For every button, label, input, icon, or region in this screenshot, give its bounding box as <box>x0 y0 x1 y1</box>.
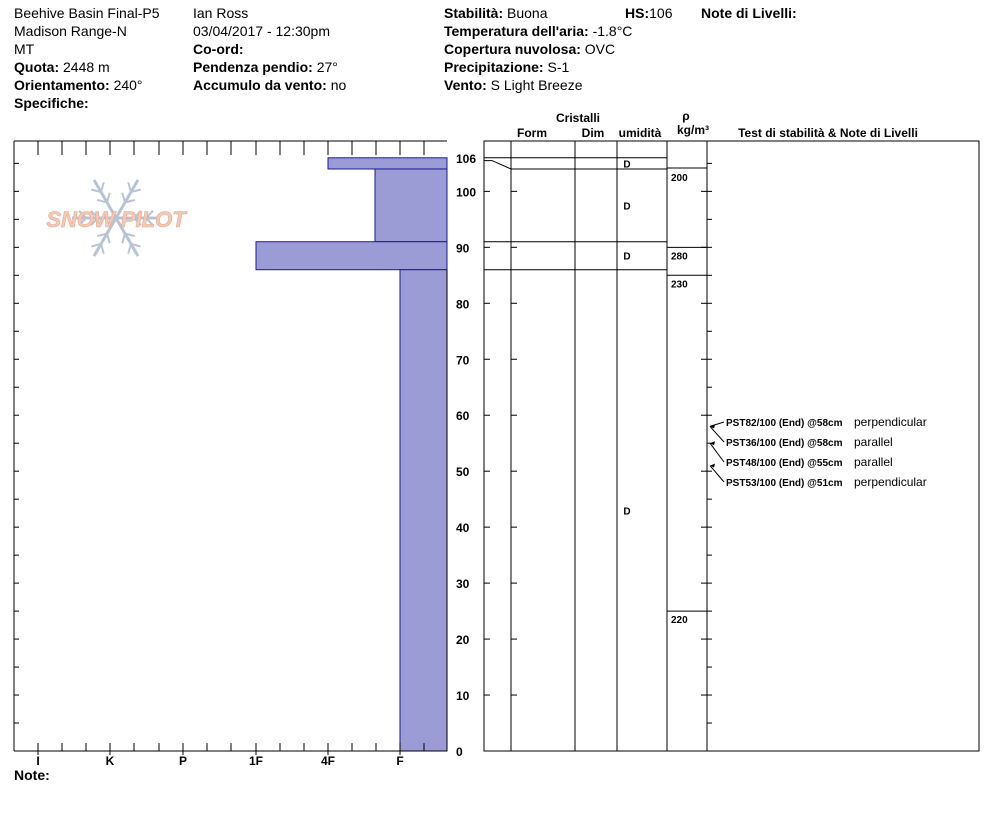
wind-value: S Light Breeze <box>490 77 583 93</box>
density-value: 280 <box>671 251 688 263</box>
y-tick-label: 40 <box>456 521 470 536</box>
y-tick-label: 20 <box>456 633 470 648</box>
y-tick-label: 0 <box>456 745 463 759</box>
logo-flake-branch <box>122 234 125 244</box>
test-result: PST48/100 (End) @55cm <box>726 458 843 469</box>
test-note: parallel <box>854 435 893 449</box>
specifics-label: Specifiche: <box>14 95 89 111</box>
header-tests-notes: Test di stabilità & Note di Livelli <box>738 126 918 140</box>
header-datetime: 03/04/2017 - 12:30pm <box>193 23 330 39</box>
header-form: Form <box>517 126 547 140</box>
y-tick-label: 106 <box>456 151 477 166</box>
header-range: Madison Range-N <box>14 23 127 39</box>
hardness-label: I <box>36 754 40 768</box>
moisture-value: D <box>623 159 631 171</box>
hardness-bar <box>256 242 447 270</box>
hardness-bar <box>375 169 447 242</box>
logo-flake-branch <box>122 193 125 203</box>
logo-flake-branch <box>101 244 104 254</box>
precip-label: Precipitazione: <box>444 59 544 75</box>
cloud-value: OVC <box>584 41 616 57</box>
slope-value: 27° <box>316 59 338 75</box>
hardness-bar <box>328 158 447 169</box>
density-value: 230 <box>671 279 688 291</box>
elevation-value: 2448 m <box>63 59 110 75</box>
hardness-label: F <box>396 754 404 768</box>
test-note: perpendicular <box>854 475 927 489</box>
precip-value: S-1 <box>547 59 570 75</box>
hardness-label: P <box>178 754 188 768</box>
notes-label: Note: <box>14 767 50 783</box>
logo-flake-branch <box>128 182 131 192</box>
test-pointer <box>710 466 724 482</box>
logo-flake-branch <box>107 193 110 203</box>
aspect-value: 240° <box>113 77 143 93</box>
test-pointer <box>710 426 724 442</box>
test-note: parallel <box>854 455 893 469</box>
density-value: 220 <box>671 615 688 627</box>
hardness-label: 1F <box>248 754 264 768</box>
y-tick-label: 100 <box>456 185 477 200</box>
cloud-label: Copertura nuvolosa: <box>444 41 581 57</box>
test-note: perpendicular <box>854 415 927 429</box>
hs-label: HS: <box>625 5 650 21</box>
y-tick-label: 80 <box>456 297 470 312</box>
wind-loading-label: Accumulo da vento: <box>193 77 327 93</box>
wind-label: Vento: <box>444 77 487 93</box>
y-tick-label: 90 <box>456 241 470 256</box>
air-temp-label: Temperatura dell'aria: <box>444 23 589 39</box>
header-crystals: Cristalli <box>555 111 601 125</box>
hs-value: 106 <box>649 5 673 21</box>
moisture-value: D <box>623 251 631 263</box>
moisture-value: D <box>623 201 631 213</box>
slope-label: Pendenza pendio: <box>193 59 313 75</box>
test-pointer <box>710 443 724 462</box>
logo-flake-branch <box>101 182 104 192</box>
hardness-label: K <box>105 754 115 768</box>
y-tick-label: 50 <box>456 465 470 480</box>
elevation-label: Quota: <box>14 59 60 75</box>
header-location: Beehive Basin Final-P5 <box>14 5 160 21</box>
header-moisture: umidità <box>618 126 662 140</box>
header-observer: Ian Ross <box>193 5 249 21</box>
aspect-label: Orientamento: <box>14 77 110 93</box>
air-temp-value: -1.8°C <box>592 23 633 39</box>
stability-value: Buona <box>507 5 548 21</box>
density-value: 200 <box>671 172 688 184</box>
logo-text: SNOW PILOT <box>46 207 186 232</box>
test-result: PST36/100 (End) @58cm <box>726 438 843 449</box>
snowpilot-logo <box>46 180 187 256</box>
y-tick-label: 30 <box>456 577 470 592</box>
header-size: Dim <box>581 126 605 140</box>
hardness-label: 4F <box>320 754 336 768</box>
hardness-bar <box>400 270 447 751</box>
header-density-symbol: ρ <box>682 109 690 123</box>
header-density-unit: kg/m³ <box>676 123 710 137</box>
layer-notes-label: Note di Livelli: <box>701 5 797 21</box>
y-tick-label: 10 <box>456 689 470 704</box>
y-tick-label: 70 <box>456 353 470 368</box>
moisture-value: D <box>623 506 631 518</box>
coord-label: Co-ord: <box>193 41 244 57</box>
wind-loading-value: no <box>330 77 347 93</box>
test-result: PST53/100 (End) @51cm <box>726 478 843 489</box>
y-tick-label: 60 <box>456 409 470 424</box>
test-result: PST82/100 (End) @58cm <box>726 418 843 429</box>
logo-flake-branch <box>128 244 131 254</box>
logo-flake-branch <box>107 234 110 244</box>
header-state: MT <box>14 41 35 57</box>
stability-label: Stabilità: <box>444 5 504 21</box>
